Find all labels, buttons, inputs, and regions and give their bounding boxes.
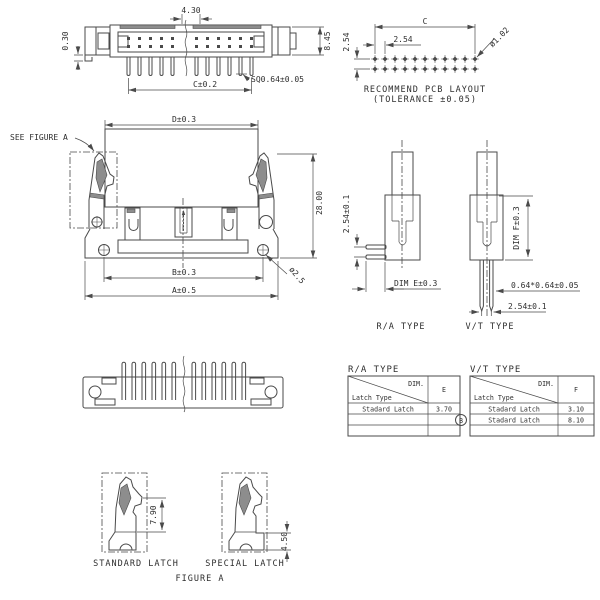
ra-pitch-ext xyxy=(354,247,366,257)
bottom-slot-tr xyxy=(250,378,264,384)
ra-table-corner-bottom: Latch Type xyxy=(352,394,392,402)
vt-table-row2-value: 8.10 xyxy=(568,416,584,425)
figure-a xyxy=(93,473,291,584)
ra-pitch-label: 2.54±0.1 xyxy=(342,194,351,234)
top-tab-right xyxy=(193,25,261,29)
special-latch-window xyxy=(239,484,251,515)
vt-pitch-label: 2.54±0.1 xyxy=(508,302,547,311)
left-latch-wedge xyxy=(90,193,104,199)
right-latch-block xyxy=(272,27,290,55)
special-latch-notch xyxy=(240,544,252,550)
vt-pitch-ext xyxy=(482,311,492,316)
vt-table-title: V/T TYPE xyxy=(470,365,522,375)
dim-pin-label: SQ0.64±0.05 xyxy=(251,75,304,84)
top-view xyxy=(61,6,332,94)
left-step xyxy=(85,55,92,61)
dim-hole-label: ø2.5 xyxy=(287,265,307,286)
front-view xyxy=(10,115,324,300)
mount-hole-top-left-cross xyxy=(91,216,103,228)
dim-step-ext xyxy=(74,55,83,61)
ra-table xyxy=(348,365,460,436)
revision-marker-letter: B xyxy=(459,417,463,425)
vt-table-corner-top: DIM. xyxy=(538,380,554,388)
vt-caption: V/T TYPE xyxy=(465,322,515,332)
figure-a-detail-box xyxy=(70,152,117,228)
dim-gap-ext xyxy=(182,14,200,24)
vt-table-col-header: F xyxy=(574,386,578,394)
bottom-view xyxy=(83,356,283,412)
bottom-break-line xyxy=(183,356,185,412)
pcb-span-ext xyxy=(375,24,475,54)
shroud-outline xyxy=(105,129,258,207)
ra-type-view xyxy=(342,140,441,332)
right-step xyxy=(290,33,296,49)
vt-pin-left xyxy=(480,260,483,311)
bottom-hole-left xyxy=(89,386,101,398)
vt-type-view xyxy=(466,140,580,332)
right-slot-hook xyxy=(224,219,233,231)
top-tab-left xyxy=(120,25,175,29)
vt-table-row1-value: 3.10 xyxy=(568,405,584,414)
vt-pin-right xyxy=(490,260,493,311)
pcb-pitch-v-label: 2.54 xyxy=(342,32,351,52)
ra-e-label: DIM E±0.3 xyxy=(394,279,438,288)
pcb-layout xyxy=(342,17,511,105)
ra-table-title: R/A TYPE xyxy=(348,365,400,375)
pcb-hole-label: ø1.02 xyxy=(487,25,511,49)
left-slot-hook xyxy=(129,219,138,231)
bottom-hole-right xyxy=(265,386,277,398)
dim-step-label: 0.30 xyxy=(61,31,70,51)
ra-caption: R/A TYPE xyxy=(376,322,426,332)
see-figure-note: SEE FIGURE A xyxy=(10,133,68,142)
dim-span-ext xyxy=(129,78,252,94)
dim-height-ext xyxy=(292,27,324,55)
ra-body xyxy=(385,195,420,260)
dim-b-label: B±0.3 xyxy=(171,268,197,277)
dim-a-label: A±0.5 xyxy=(171,286,197,295)
see-figure-leader xyxy=(75,138,94,151)
dim-gap-label: 4.30 xyxy=(181,6,201,15)
bottom-slot-br xyxy=(251,399,271,405)
ra-table-row1-value: 3.70 xyxy=(436,405,452,414)
ra-table-row1-latch: Stadard Latch xyxy=(362,405,414,414)
key-notch-left xyxy=(118,36,128,47)
vt-body xyxy=(470,195,503,260)
pcb-span-label: C xyxy=(422,17,428,26)
contact-dots xyxy=(127,37,253,48)
ra-table-corner-top: DIM. xyxy=(408,380,424,388)
bottom-slot-bl xyxy=(95,399,115,405)
mount-hole-top-right xyxy=(260,216,273,229)
vt-table xyxy=(456,365,595,436)
pcb-pitch-v-ext xyxy=(354,59,370,69)
ra-pin-upper xyxy=(366,245,386,249)
vt-table-row2-latch: Stadard Latch xyxy=(488,416,540,425)
vt-f-label: DIM F±0.3 xyxy=(512,206,521,250)
bottom-slot-tl xyxy=(102,378,116,384)
dim-28-ext xyxy=(277,154,317,258)
ra-e-ext xyxy=(366,261,385,292)
break-line xyxy=(185,20,187,76)
center-key-pin-tip xyxy=(182,210,185,215)
dim-790-label: 7.90 xyxy=(149,505,158,525)
right-latch-wedge xyxy=(259,193,273,199)
vt-table-corner-bottom: Latch Type xyxy=(474,394,514,402)
pcb-caption-2: (TOLERANCE ±0.05) xyxy=(373,95,477,105)
ra-table-col-header: E xyxy=(442,386,446,394)
figure-a-caption: FIGURE A xyxy=(175,574,225,584)
ra-pin-lower xyxy=(366,255,386,259)
special-latch-caption: SPECIAL LATCH xyxy=(205,559,285,569)
vt-pin-sq-label: 0.64*0.64±0.05 xyxy=(511,281,579,290)
dim-height-label: 8.45 xyxy=(323,31,332,51)
bottom-pins xyxy=(122,362,246,400)
dim-span-label: C±0.2 xyxy=(192,80,218,89)
ra-top-block xyxy=(392,152,413,195)
standard-latch-notch xyxy=(120,544,132,550)
pin-field xyxy=(118,32,264,52)
dim-shroud-label: D±0.3 xyxy=(171,115,197,124)
pcb-pitch-h-label: 2.54 xyxy=(393,35,413,44)
standard-latch-caption: STANDARD LATCH xyxy=(93,559,179,569)
vt-table-row1-latch: Stadard Latch xyxy=(488,405,540,414)
left-slot-tab xyxy=(127,209,135,213)
key-notch-right xyxy=(254,36,264,47)
dim-450-label: 4.50 xyxy=(280,531,289,552)
dim-pin-leader xyxy=(243,75,249,81)
left-block-inset xyxy=(98,33,109,49)
right-slot-tab xyxy=(227,209,235,213)
pcb-pad-crosses xyxy=(371,55,479,73)
dim-28-label: 28.00 xyxy=(315,190,324,216)
standard-latch-window xyxy=(119,484,131,515)
ra-body-slot xyxy=(392,195,413,245)
pcb-caption-1: RECOMMEND PCB LAYOUT xyxy=(363,85,487,95)
solder-pins xyxy=(127,57,253,76)
